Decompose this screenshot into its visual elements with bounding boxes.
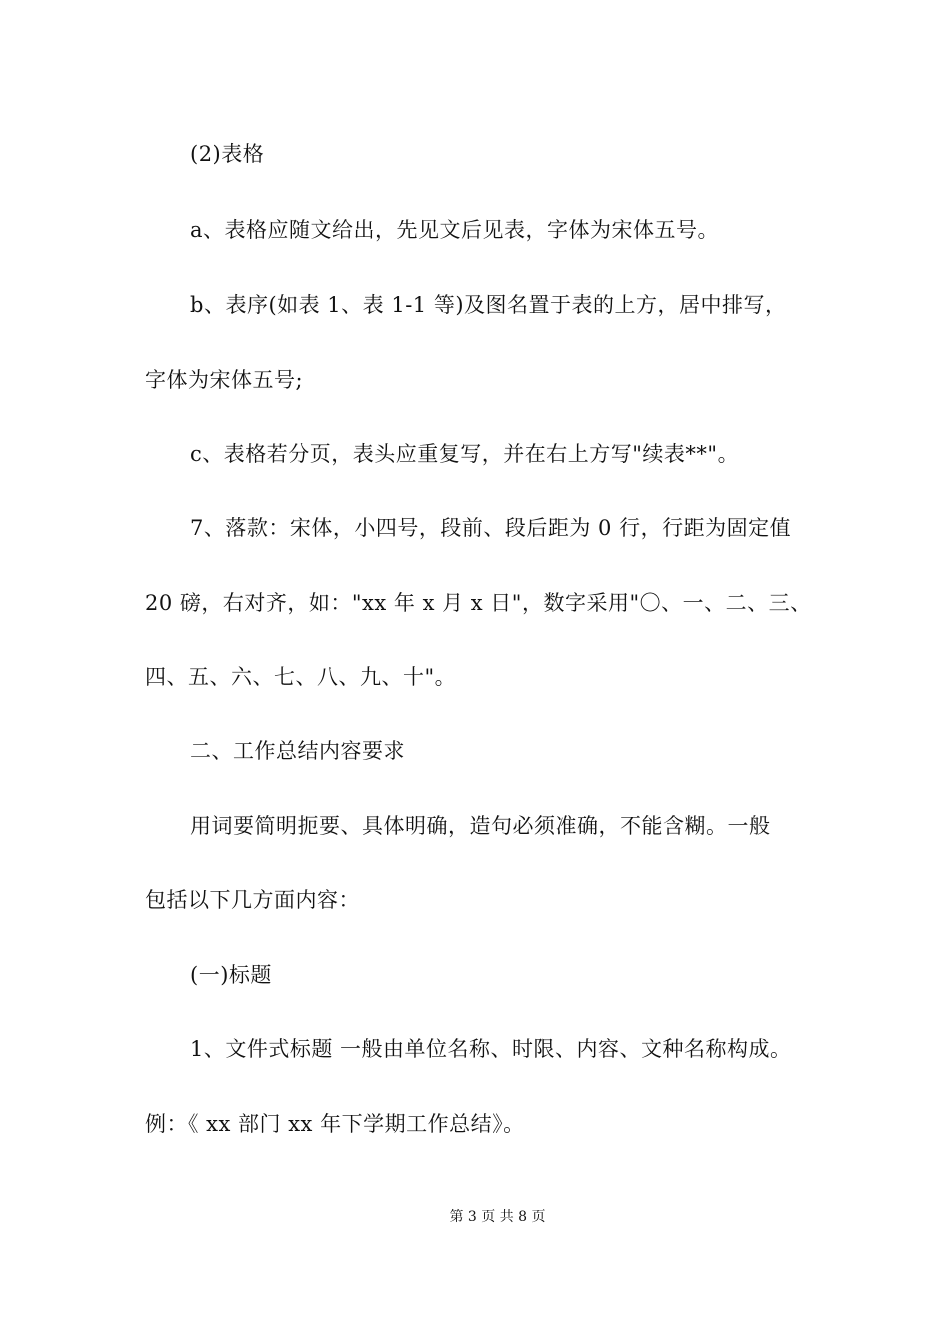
paragraph-line: a、表格应随文给出，先见文后见表，字体为宋体五号。 [190, 218, 720, 242]
paragraph-line: 7、落款：宋体，小四号，段前、段后距为 0 行，行距为固定值 [190, 516, 792, 540]
paragraph-line: 20 磅，右对齐，如："xx 年 x 月 x 日"，数字采用"〇、一、二、三、 [145, 591, 812, 615]
paragraph-line: 包括以下几方面内容： [145, 888, 360, 912]
paragraph-line: c、表格若分页，表头应重复写，并在右上方写"续表**"。 [190, 442, 740, 466]
section-heading-title: (一)标题 [190, 963, 272, 987]
section-heading-requirements: 二、工作总结内容要求 [190, 739, 405, 763]
paragraph-line: 1、文件式标题 一般由单位名称、时限、内容、文种名称构成。 [190, 1037, 792, 1061]
paragraph-line: 字体为宋体五号; [145, 368, 304, 392]
paragraph-line: b、表序(如表 1、表 1-1 等)及图名置于表的上方，居中排写， [190, 293, 787, 317]
paragraph-line: 用词要简明扼要、具体明确，造句必须准确，不能含糊。一般 [190, 814, 771, 838]
paragraph-line: 四、五、六、七、八、九、十"。 [145, 665, 457, 689]
page-number: 第 3 页 共 8 页 [449, 1209, 546, 1225]
paragraph-line: 例：《 xx 部门 xx 年下学期工作总结》。 [145, 1112, 525, 1136]
section-heading-tables: (2)表格 [190, 142, 265, 166]
